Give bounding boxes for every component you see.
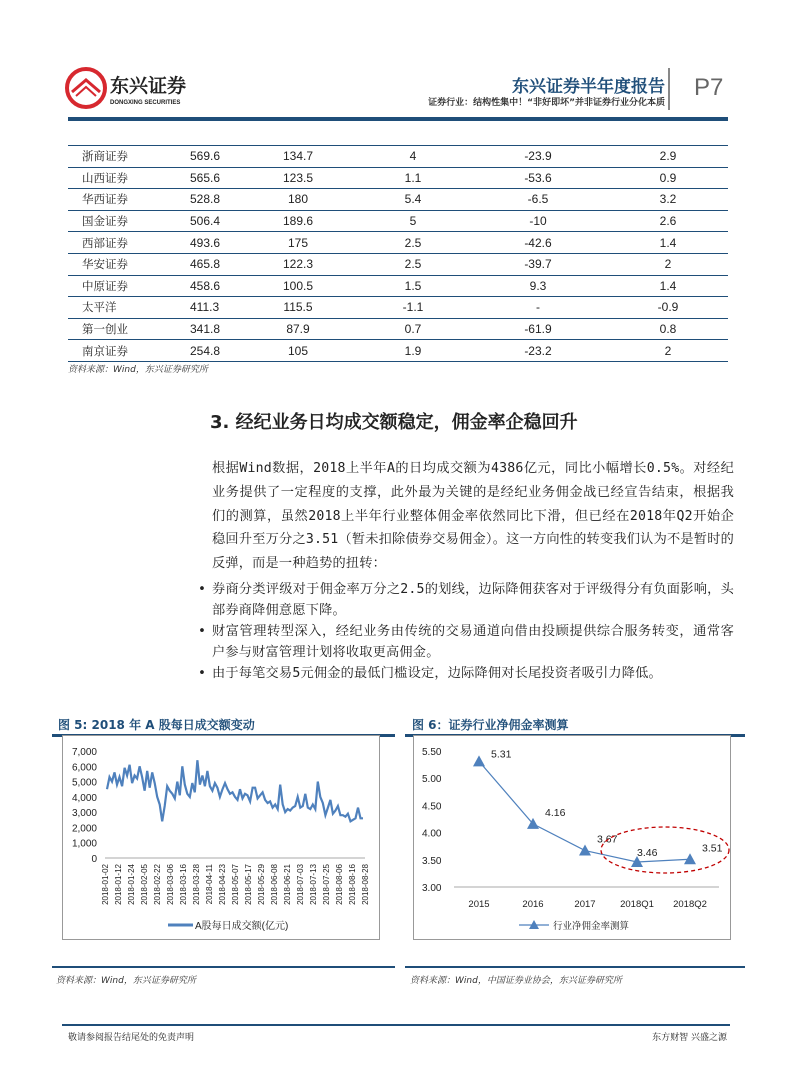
y-tick-label: 4.50 bbox=[422, 801, 442, 813]
y-tick-label: 3,000 bbox=[71, 808, 97, 820]
value-cell: 2.5 bbox=[358, 253, 468, 275]
x-tick-label: 2018-08-16 bbox=[348, 864, 357, 905]
value-cell: -0.9 bbox=[608, 297, 728, 319]
value-cell: 1.5 bbox=[358, 275, 468, 297]
figure5-title: 图 5: 2018 年 A 股每日成交额变动 bbox=[58, 718, 255, 732]
section-heading: 3. 经纪业务日均成交额稳定，佣金率企稳回升 bbox=[210, 412, 578, 433]
broker-name-cell: 西部证券 bbox=[68, 232, 148, 254]
value-cell: 3.2 bbox=[608, 189, 728, 211]
table-row bbox=[68, 275, 728, 297]
x-tick-label: 2018-07-25 bbox=[322, 864, 331, 905]
value-cell: 565.6 bbox=[148, 167, 238, 189]
data-point-marker bbox=[579, 845, 591, 856]
value-cell: 2.6 bbox=[608, 210, 728, 232]
data-label: 4.16 bbox=[545, 806, 566, 819]
value-cell: 1.1 bbox=[358, 167, 468, 189]
x-tick-label: 2018-01-24 bbox=[127, 864, 136, 905]
table-row bbox=[68, 297, 728, 319]
value-cell: 493.6 bbox=[148, 232, 238, 254]
data-point-marker bbox=[684, 853, 696, 864]
header-divider bbox=[668, 68, 670, 110]
table-row bbox=[68, 340, 728, 362]
value-cell: 341.8 bbox=[148, 318, 238, 340]
broker-name-cell: 第一创业 bbox=[68, 318, 148, 340]
svg-text:东兴证券: 东兴证券 bbox=[110, 75, 187, 97]
figure5-source: 资料来源：Wind，东兴证券研究所 bbox=[56, 976, 196, 986]
y-tick-label: 3.50 bbox=[422, 855, 442, 867]
bullet-item: • 券商分类评级对于佣金率万分之2.5的划线，边际降佣获客对于评级得分有负面影响，头部券商降佣意愿下降。 bbox=[212, 579, 734, 621]
bullet-item: • 由于每笔交易5元佣金的最低门槛设定，边际降佣对长尾投资者吸引力降低。 bbox=[212, 663, 734, 684]
series-line-daily-turnover bbox=[107, 760, 363, 821]
footer-disclaimer: 敬请参阅报告结尾处的免责声明 bbox=[68, 1033, 195, 1043]
section-paragraph: 根据Wind数据，2018上半年A的日均成交额为4386亿元，同比小幅增长0.5%。对经纪业务提供了一定程度的支撑，此外最为关键的是经纪业务佣金战已经宣告结束，根据我们的测算，虽然2018上半年行业整体佣金率依然同比下滑，但已经在2018年Q2开始企稳回升至万分之3.51（暂未扣除债券交易佣金）。这一方向性的转变我们认为不是暂时的反弹，而是一种趋势的扭转： bbox=[212, 461, 734, 572]
x-tick-label: 2018Q1 bbox=[620, 899, 654, 910]
value-cell: 1.4 bbox=[608, 275, 728, 297]
value-cell: 0.8 bbox=[608, 318, 728, 340]
value-cell: 458.6 bbox=[148, 275, 238, 297]
broker-table bbox=[68, 145, 728, 362]
value-cell: 411.3 bbox=[148, 297, 238, 319]
broker-name-cell: 华西证券 bbox=[68, 189, 148, 211]
value-cell: 105 bbox=[238, 340, 358, 362]
value-cell: 465.8 bbox=[148, 253, 238, 275]
value-cell: 87.9 bbox=[238, 318, 358, 340]
value-cell: 180 bbox=[238, 189, 358, 211]
y-tick-label: 7,000 bbox=[71, 747, 97, 758]
x-tick-label: 2018-08-28 bbox=[361, 864, 370, 905]
x-tick-label: 2018-05-17 bbox=[244, 864, 253, 905]
value-cell: 2.9 bbox=[608, 146, 728, 168]
value-cell: 189.6 bbox=[238, 210, 358, 232]
value-cell: 2.5 bbox=[358, 232, 468, 254]
x-tick-label: 2016 bbox=[522, 899, 544, 910]
value-cell: 175 bbox=[238, 232, 358, 254]
y-tick-label: 5.00 bbox=[422, 774, 442, 786]
x-tick-label: 2018-07-03 bbox=[296, 864, 305, 905]
page-number: P7 bbox=[694, 74, 724, 101]
x-tick-label: 2018-03-06 bbox=[166, 864, 175, 905]
value-cell: 0.9 bbox=[608, 167, 728, 189]
table-row bbox=[68, 189, 728, 211]
figure6-chart bbox=[413, 735, 731, 940]
report-title: 东兴证券半年度报告 bbox=[512, 77, 665, 97]
value-cell: 1.4 bbox=[608, 232, 728, 254]
y-tick-label: 5,000 bbox=[71, 777, 97, 789]
value-cell: 5 bbox=[358, 210, 468, 232]
x-tick-label: 2018Q2 bbox=[673, 899, 707, 910]
value-cell: 254.8 bbox=[148, 340, 238, 362]
data-label: 3.46 bbox=[637, 846, 658, 859]
figure5-chart bbox=[62, 735, 380, 940]
value-cell: 123.5 bbox=[238, 167, 358, 189]
x-tick-label: 2015 bbox=[468, 899, 490, 910]
broker-name-cell: 浙商证券 bbox=[68, 146, 148, 168]
value-cell: 0.7 bbox=[358, 318, 468, 340]
broker-name-cell: 太平洋 bbox=[68, 297, 148, 319]
report-subtitle: 证券行业：结构性集中！“非好即坏”并非证券行业分化本质 bbox=[428, 98, 665, 108]
value-cell: -23.2 bbox=[468, 340, 608, 362]
x-tick-label: 2018-03-28 bbox=[192, 864, 201, 905]
footer-slogan: 东方财智 兴盛之源 bbox=[652, 1033, 727, 1043]
value-cell: -1.1 bbox=[358, 297, 468, 319]
table-source: 资料来源：Wind，东兴证券研究所 bbox=[68, 365, 208, 375]
x-tick-label: 2018-02-22 bbox=[153, 864, 162, 905]
x-tick-label: 2018-05-07 bbox=[231, 864, 240, 905]
x-tick-label: 2018-06-21 bbox=[283, 864, 292, 905]
data-label: 3.67 bbox=[597, 833, 618, 846]
x-tick-label: 2017 bbox=[574, 899, 596, 910]
broker-name-cell: 山西证券 bbox=[68, 167, 148, 189]
value-cell: 569.6 bbox=[148, 146, 238, 168]
company-logo bbox=[64, 66, 204, 110]
table-row bbox=[68, 210, 728, 232]
x-tick-label: 2018-01-12 bbox=[114, 864, 123, 905]
y-tick-label: 2,000 bbox=[71, 823, 97, 835]
y-tick-label: 0 bbox=[91, 854, 97, 865]
data-label: 3.51 bbox=[702, 842, 723, 855]
value-cell: -42.6 bbox=[468, 232, 608, 254]
table-row bbox=[68, 253, 728, 275]
y-tick-label: 4,000 bbox=[71, 792, 97, 804]
x-tick-label: 2018-04-11 bbox=[205, 864, 214, 905]
value-cell: 528.8 bbox=[148, 189, 238, 211]
value-cell: 115.5 bbox=[238, 297, 358, 319]
value-cell: - bbox=[468, 297, 608, 319]
bullet-list bbox=[212, 579, 734, 684]
x-tick-label: 2018-03-16 bbox=[179, 864, 188, 905]
value-cell: -53.6 bbox=[468, 167, 608, 189]
x-tick-label: 2018-02-05 bbox=[140, 864, 149, 905]
value-cell: 122.3 bbox=[238, 253, 358, 275]
legend-label: 行业净佣金率测算 bbox=[553, 921, 630, 932]
y-tick-label: 5.50 bbox=[422, 747, 442, 758]
value-cell: 2 bbox=[608, 253, 728, 275]
table-row bbox=[68, 232, 728, 254]
value-cell: 100.5 bbox=[238, 275, 358, 297]
broker-name-cell: 南京证券 bbox=[68, 340, 148, 362]
x-tick-label: 2018-07-13 bbox=[309, 864, 318, 905]
value-cell: 5.4 bbox=[358, 189, 468, 211]
broker-name-cell: 华安证券 bbox=[68, 253, 148, 275]
value-cell: 2 bbox=[608, 340, 728, 362]
broker-name-cell: 国金证券 bbox=[68, 210, 148, 232]
y-tick-label: 3.00 bbox=[422, 883, 442, 894]
table-row bbox=[68, 318, 728, 340]
value-cell: -61.9 bbox=[468, 318, 608, 340]
value-cell: -6.5 bbox=[468, 189, 608, 211]
footer-rule bbox=[62, 1024, 730, 1026]
svg-text:DONGXING SECURITIES: DONGXING SECURITIES bbox=[110, 100, 181, 106]
x-tick-label: 2018-05-29 bbox=[257, 864, 266, 905]
figure5-source-rule bbox=[52, 966, 395, 968]
value-cell: 134.7 bbox=[238, 146, 358, 168]
table-row bbox=[68, 146, 728, 168]
value-cell: -10 bbox=[468, 210, 608, 232]
y-tick-label: 4.00 bbox=[422, 828, 442, 840]
value-cell: 9.3 bbox=[468, 275, 608, 297]
value-cell: -23.9 bbox=[468, 146, 608, 168]
broker-name-cell: 中原证券 bbox=[68, 275, 148, 297]
y-tick-label: 6,000 bbox=[71, 762, 97, 774]
value-cell: 4 bbox=[358, 146, 468, 168]
figure6-source: 资料来源：Wind，中国证券业协会，东兴证券研究所 bbox=[410, 976, 622, 986]
x-tick-label: 2018-04-23 bbox=[218, 864, 227, 905]
value-cell: -39.7 bbox=[468, 253, 608, 275]
figure6-title: 图 6：证券行业净佣金率测算 bbox=[412, 718, 569, 732]
header-rule bbox=[68, 117, 728, 121]
x-tick-label: 2018-01-02 bbox=[101, 864, 110, 905]
legend-label: A股每日成交额(亿元) bbox=[195, 921, 289, 932]
table-row bbox=[68, 167, 728, 189]
data-point-marker bbox=[473, 755, 485, 766]
value-cell: 1.9 bbox=[358, 340, 468, 362]
x-tick-label: 2018-08-06 bbox=[335, 864, 344, 905]
y-tick-label: 1,000 bbox=[71, 838, 97, 850]
figure6-source-rule bbox=[405, 966, 745, 968]
value-cell: 506.4 bbox=[148, 210, 238, 232]
data-label: 5.31 bbox=[491, 748, 512, 761]
x-tick-label: 2018-06-08 bbox=[270, 864, 279, 905]
bullet-item: • 财富管理转型深入，经纪业务由传统的交易通道向借由投顾提供综合服务转变，通常客户参与财富管理计划将收取更高佣金。 bbox=[212, 621, 734, 663]
